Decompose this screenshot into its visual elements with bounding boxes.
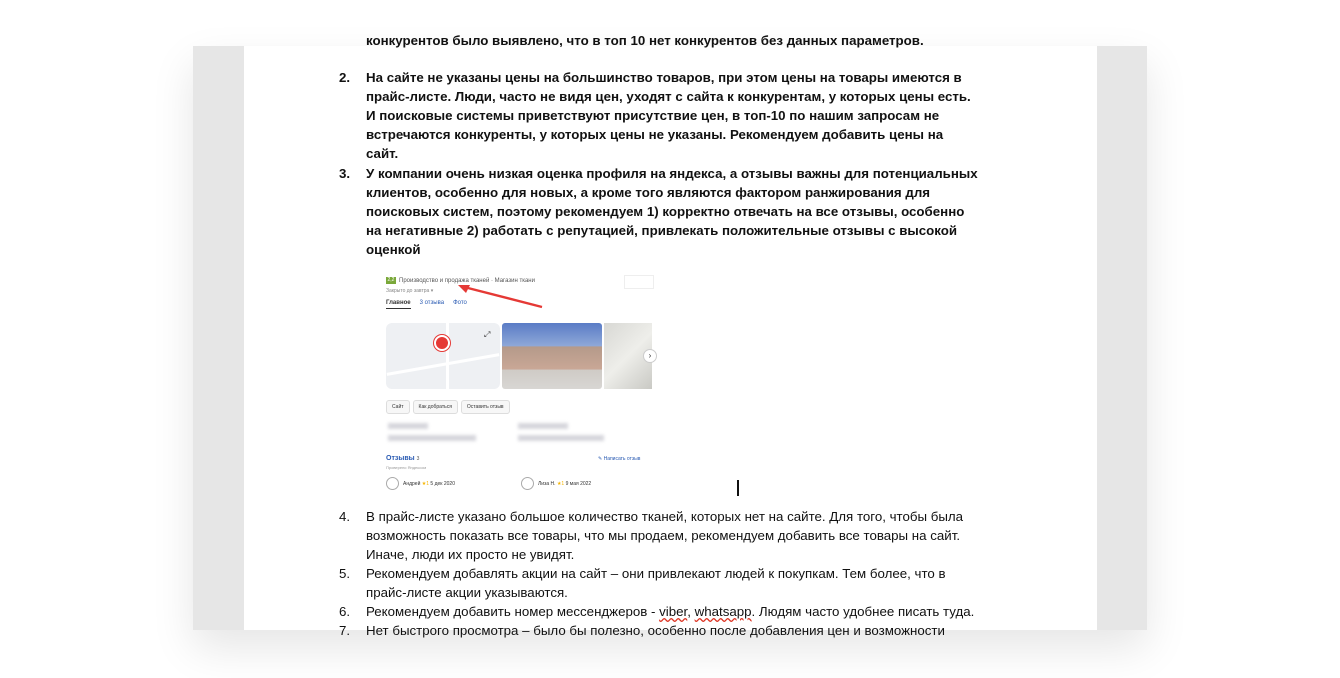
text-line: прайс-листе. Люди, часто не видя цен, уходят с сайта к конкурентам, у которых цены есть. bbox=[366, 89, 971, 104]
reviewer-name: Андрей bbox=[403, 480, 421, 487]
text-line: У компании очень низкая оценка профиля на яндекса, а отзывы важны для потенциальных bbox=[366, 166, 978, 181]
document-viewer bbox=[193, 33, 1147, 638]
list-number: 6. bbox=[339, 604, 351, 619]
text-line: возможность показать все товары, что мы продаем, рекомендуем добавить все товары на сайт. bbox=[366, 528, 961, 543]
text-line: Рекомендуем добавлять акции на сайт – они привлекают людей к покупкам. Тем более, что в bbox=[366, 566, 946, 581]
document-page bbox=[244, 33, 1097, 638]
map-pin-icon bbox=[434, 335, 450, 351]
blurred-info bbox=[388, 435, 476, 441]
text-line bbox=[366, 602, 1036, 621]
list-number: 7. bbox=[339, 623, 351, 638]
list-number: 3. bbox=[339, 166, 351, 181]
map-thumbnail bbox=[386, 323, 500, 389]
chip-site: Сайт bbox=[386, 400, 410, 414]
text-line: Нет быстрого просмотра – было бы полезно, особенно после добавления цен и возможности bbox=[366, 623, 945, 638]
text-line: В прайс-листе указано большое количество тканей, которых нет на сайте. Для того, чтобы была bbox=[366, 509, 964, 524]
reviewer-rating: ★1 bbox=[556, 480, 565, 487]
list-number: 2. bbox=[339, 70, 351, 85]
text-line: На сайте не указаны цены на большинство товаров, при этом цены на товары имеются в bbox=[366, 70, 962, 85]
text-line: поисковых систем, поэтому рекомендуем 1) корректно отвечать на все отзывы, особенно bbox=[366, 204, 965, 219]
text-line: клиентов, особенно для новых, а кроме того являются фактором ранжирования для bbox=[366, 185, 931, 200]
reviews-title bbox=[386, 455, 419, 462]
reviewer bbox=[386, 477, 455, 490]
photo-building bbox=[502, 323, 602, 389]
reviewer-rating: ★1 bbox=[421, 480, 430, 487]
expand-icon: ⤢ bbox=[484, 330, 491, 339]
write-review-link: ✎ Написать отзыв bbox=[598, 456, 641, 462]
rating-badge: 2,2 bbox=[387, 277, 395, 283]
chip-route: Как добраться bbox=[413, 400, 458, 414]
list-number: 5. bbox=[339, 566, 351, 581]
list-number: 4. bbox=[339, 509, 351, 524]
blurred-info bbox=[518, 423, 568, 429]
tab-main: Главное bbox=[386, 300, 411, 309]
embedded-yandex-screenshot[interactable] bbox=[366, 275, 737, 497]
cut-off-line: конкурентов было выявлено, что в топ 10 нет конкурентов без данных параметров. bbox=[366, 33, 924, 48]
action-chips bbox=[386, 395, 513, 414]
chip-leave-review: Оставить отзыв bbox=[461, 400, 510, 414]
review-date: 9 мая 2022 bbox=[565, 480, 592, 487]
reviews-title-text: Отзывы bbox=[386, 455, 415, 462]
reviewer bbox=[521, 477, 591, 490]
text-line: встречаются конкуренты, у которых цены не указаны. Рекомендуем добавить цены на bbox=[366, 127, 944, 142]
text-segment: , bbox=[687, 604, 695, 619]
text-segment: Рекомендуем добавить номер мессенджеров - bbox=[366, 604, 660, 619]
text-cursor bbox=[737, 480, 739, 496]
avatar bbox=[521, 477, 534, 490]
tab-photos: Фото bbox=[453, 300, 467, 306]
org-tabs bbox=[386, 300, 476, 306]
text-line: на негативные 2) работать с репутацией, привлекать положительные отзывы с высокой bbox=[366, 223, 958, 238]
viber-text[interactable]: viber bbox=[659, 604, 688, 619]
chevron-right-icon: › bbox=[643, 349, 657, 363]
text-line: прайс-листе акции указываются. bbox=[366, 585, 568, 600]
review-date: 5 дек 2020 bbox=[430, 480, 455, 487]
opening-hours: Закрыто до завтра ▾ bbox=[386, 288, 434, 294]
reviewer-name: Лиза Н. bbox=[538, 480, 556, 487]
whatsapp-text[interactable]: whatsapp bbox=[694, 604, 752, 619]
org-category: Производство и продажа тканей · Магазин ткани bbox=[399, 278, 535, 285]
text-line: Иначе, люди их просто не увидят. bbox=[366, 547, 575, 562]
text-line: сайт. bbox=[366, 146, 399, 161]
text-line: И поисковые системы приветствуют присутствие цен, в топ-10 по нашим запросам не bbox=[366, 108, 940, 123]
text-line: оценкой bbox=[366, 242, 421, 257]
text-segment: . Людям часто удобнее писать туда. bbox=[751, 604, 975, 619]
reviews-count: 3 bbox=[416, 456, 420, 462]
tab-reviews: 3 отзыва bbox=[419, 300, 445, 306]
blurred-info bbox=[518, 435, 604, 441]
blurred-info bbox=[388, 423, 428, 429]
reviews-subtitle: Проверено Яндексом bbox=[386, 465, 427, 470]
search-box bbox=[624, 275, 654, 289]
avatar bbox=[386, 477, 399, 490]
